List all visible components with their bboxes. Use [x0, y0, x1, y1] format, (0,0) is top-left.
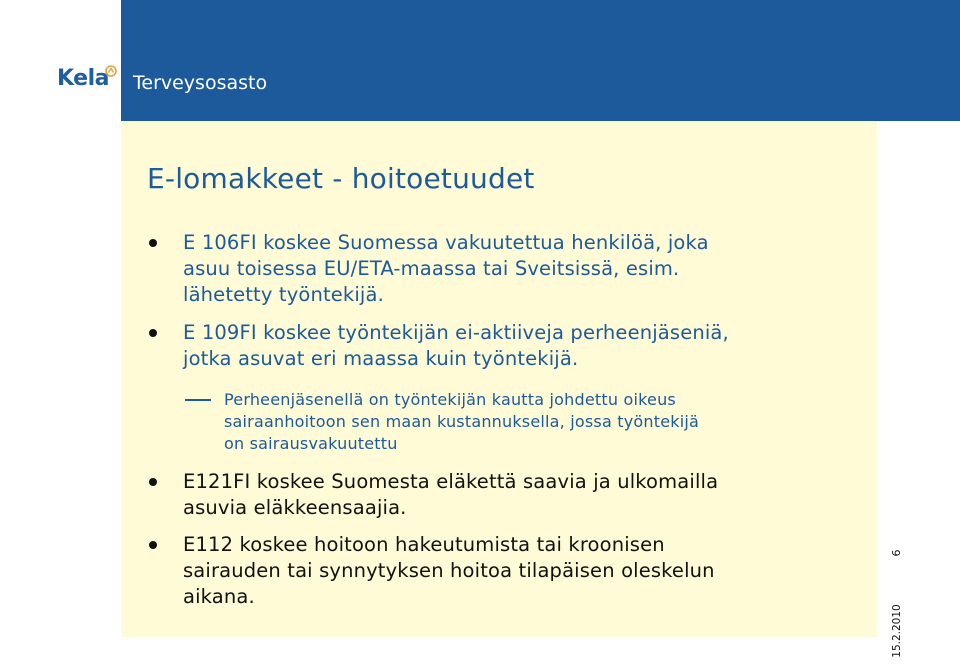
bullet-line: asuvia eläkkeensaajia.	[183, 496, 407, 519]
bullet-line: lähetetty työntekijä.	[183, 283, 384, 306]
page-title: E-lomakkeet - hoitoetuudet	[147, 162, 535, 195]
bullet-line: E 106FI koskee Suomessa vakuutettua henkilöä, joka	[183, 231, 709, 254]
sub-bullet-line: sairaanhoitoon sen maan kustannuksella, jossa työntekijä	[224, 412, 700, 431]
sub-bullet-dash	[185, 399, 211, 401]
bullet-text	[183, 469, 823, 521]
bullet-line: E 109FI koskee työntekijän ei-aktiiveja perheenjäseniä,	[183, 321, 729, 344]
slide-date: 15.2.2010	[891, 604, 903, 658]
bullet-text	[183, 230, 823, 308]
sub-bullet-line: on sairausvakuutettu	[224, 434, 398, 453]
header-bar	[121, 0, 960, 121]
bullet-line: asuu toisessa EU/ETA-maassa tai Sveitsissä, esim.	[183, 257, 680, 280]
page-number: 6	[890, 549, 903, 557]
bullet-text	[183, 320, 823, 372]
bullet-dot	[149, 541, 157, 549]
bullet-dot	[149, 239, 157, 247]
bullet-line: aikana.	[183, 585, 255, 608]
bullet-line: E121FI koskee Suomesta eläkettä saavia ja ulkomailla	[183, 470, 719, 493]
bullet-dot	[149, 329, 157, 337]
sub-bullet-text	[224, 389, 844, 455]
section-title: Terveysosasto	[133, 72, 268, 94]
bullet-text	[183, 532, 823, 610]
bullet-line: E112 koskee hoitoon hakeutumista tai kroonisen	[183, 533, 665, 556]
bullet-dot	[149, 478, 157, 486]
bullet-line: sairauden tai synnytyksen hoitoa tilapäisen oleskelun	[183, 559, 715, 582]
kela-logo-mark-icon	[105, 65, 117, 77]
sub-bullet-line: Perheenjäsenellä on työntekijän kautta johdettu oikeus	[224, 390, 676, 409]
bullet-line: jotka asuvat eri maassa kuin työntekijä.	[183, 347, 579, 370]
logo-area	[0, 0, 121, 121]
kela-logo: Kela	[57, 66, 109, 91]
